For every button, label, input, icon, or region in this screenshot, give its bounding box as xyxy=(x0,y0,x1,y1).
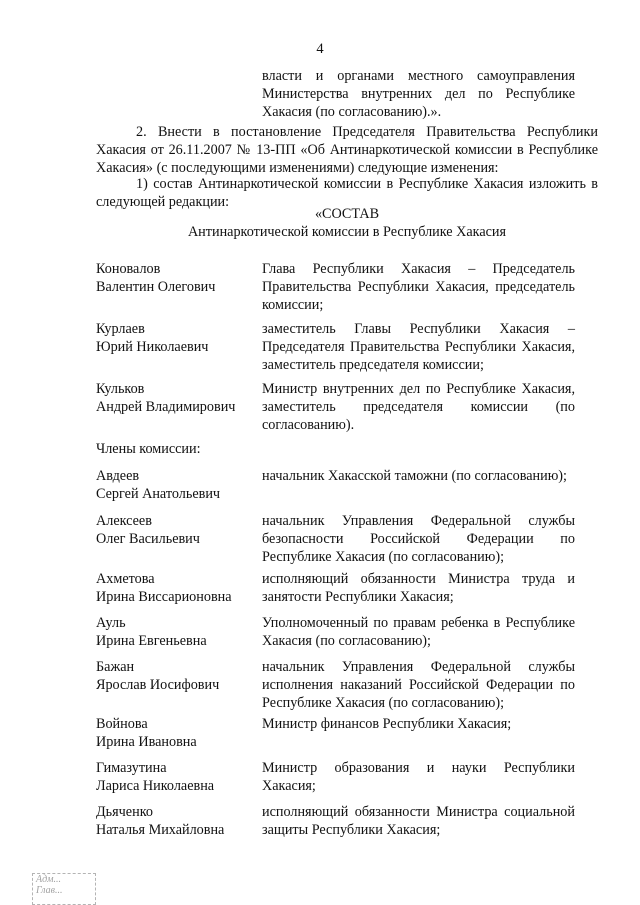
member-entry-bazhan xyxy=(96,658,576,718)
member-role: начальник Управления Федеральной службы безопасности Российской Федерации по Республике Хакасия (по согласованию); xyxy=(262,513,575,565)
member-name xyxy=(96,759,256,795)
member-surname: Авдеев xyxy=(96,468,140,484)
composition-heading: «СОСТАВ xyxy=(314,206,380,222)
member-name xyxy=(96,380,256,416)
member-given-names: Ирина Евгеньевна xyxy=(96,633,207,649)
member-role: Министр образования и науки Республики Хакасия; xyxy=(262,760,575,794)
member-surname: Курлаев xyxy=(96,321,145,337)
member-role: Министр финансов Республики Хакасия; xyxy=(262,716,512,732)
stamp-line-2: Глав... xyxy=(36,885,63,896)
member-entry-kulkov xyxy=(96,380,576,440)
registration-stamp xyxy=(32,873,96,905)
member-role: начальник Хакасской таможни (по согласованию); xyxy=(262,468,567,484)
composition-subheading: Антинаркотической комиссии в Республике Хакасия xyxy=(187,224,507,240)
member-role: Глава Республики Хакасия – Председатель Правительства Республики Хакасия, председатель комиссии; xyxy=(262,261,575,313)
member-surname: Дьяченко xyxy=(96,804,153,820)
member-name xyxy=(96,658,256,694)
member-given-names: Андрей Владимирович xyxy=(96,399,236,415)
member-name xyxy=(96,570,256,606)
member-role: заместитель Главы Республики Хакасия – Председателя Правительства Республики Хакасия, заместитель председателя комиссии; xyxy=(262,321,575,373)
stamp-line-1: Адм... xyxy=(36,874,62,885)
amendment-paragraph-2: 2. Внести в постановление Председателя Правительства Республики Хакасия от 26.11.2007 № 13-ПП «Об Антинаркотической комиссии в Республике Хакасия» (с последующими изменениями) следующие изменения: xyxy=(96,124,598,176)
member-name xyxy=(96,467,256,503)
member-role: начальник Управления Федеральной службы исполнения наказаний Российской Федерации по Республике Хакасия (по согласованию); xyxy=(262,659,575,711)
member-surname: Гимазутина xyxy=(96,760,167,776)
member-role: Уполномоченный по правам ребенка в Республике Хакасия (по согласованию); xyxy=(262,615,575,649)
member-given-names: Олег Васильевич xyxy=(96,531,200,547)
member-name xyxy=(96,320,256,356)
member-surname: Бажан xyxy=(96,659,135,675)
member-role: исполняющий обязанности Министра социальной защиты Республики Хакасия; xyxy=(262,804,575,838)
member-given-names: Юрий Николаевич xyxy=(96,339,209,355)
member-name xyxy=(96,803,256,839)
member-given-names: Лариса Николаевна xyxy=(96,778,215,794)
amendment-paragraph-3: 1) состав Антинаркотической комиссии в Республике Хакасия изложить в следующей редакции: xyxy=(96,176,598,210)
member-role: исполняющий обязанности Министра труда и занятости Республики Хакасия; xyxy=(262,571,575,605)
members-label: Члены комиссии: xyxy=(96,441,201,457)
member-entry-dyachenko xyxy=(96,803,576,863)
member-role: Министр внутренних дел по Республике Хакасия, заместитель председателя комиссии (по согласованию). xyxy=(262,381,575,433)
member-name xyxy=(96,715,256,751)
member-entry-kurlaev xyxy=(96,320,576,380)
member-surname: Алексеев xyxy=(96,513,152,529)
member-name xyxy=(96,614,256,650)
member-name xyxy=(96,512,256,548)
member-surname: Ахметова xyxy=(96,571,155,587)
member-surname: Ауль xyxy=(96,615,126,631)
previous-text-tail: власти и органами местного самоуправления Министерства внутренних дел по Республике Хакасия (по согласованию).». xyxy=(262,68,575,120)
member-surname: Войнова xyxy=(96,716,148,732)
member-given-names: Ярослав Иосифович xyxy=(96,677,220,693)
member-surname: Коновалов xyxy=(96,261,161,277)
member-given-names: Ирина Ивановна xyxy=(96,734,197,750)
member-given-names: Наталья Михайловна xyxy=(96,822,225,838)
member-given-names: Сергей Анатольевич xyxy=(96,486,221,502)
member-entry-konovalov xyxy=(96,260,576,320)
member-given-names: Валентин Олегович xyxy=(96,279,216,295)
member-given-names: Ирина Виссарионовна xyxy=(96,589,232,605)
page-number: 4 xyxy=(316,41,324,57)
member-entry-alekseev xyxy=(96,512,576,572)
member-surname: Кульков xyxy=(96,381,145,397)
member-name xyxy=(96,260,256,296)
